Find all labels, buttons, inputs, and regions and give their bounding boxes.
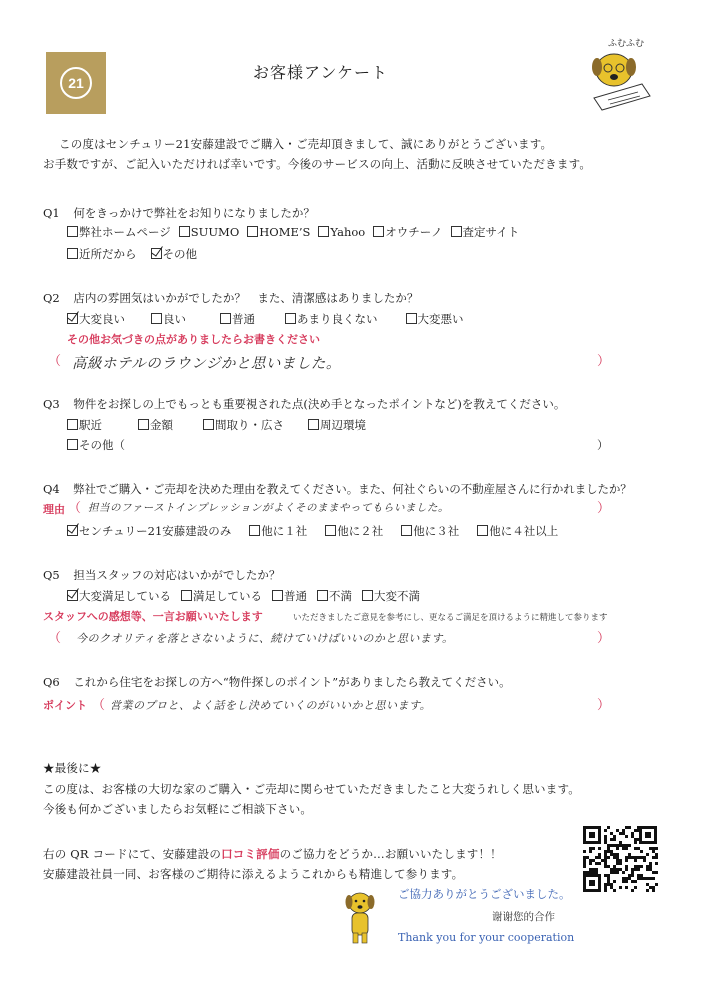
checkbox-checked-icon[interactable] xyxy=(67,525,78,536)
q4-option-four-plus[interactable]: 他に４社以上 xyxy=(477,523,558,539)
q2-answer[interactable]: 高級ホテルのラウンジかと思いました。 xyxy=(72,356,341,372)
checkbox-checked-icon[interactable] xyxy=(67,590,78,601)
q3-question xyxy=(43,396,565,412)
q3-other-close: ） xyxy=(597,438,609,452)
checkbox-icon[interactable] xyxy=(67,439,78,450)
q5-paren-close: ） xyxy=(597,631,611,646)
q4-text: 弊社でご購入・ご売却を決めた理由を教えてください。また、何社ぐらいの不動産屋さんに行かれましたか？ xyxy=(73,482,632,496)
q2-label: Q2 xyxy=(43,291,60,305)
q2-paren-open: （ xyxy=(48,354,62,369)
checkbox-icon[interactable] xyxy=(67,419,78,430)
qr-line-highlight: 口コミ評価 xyxy=(221,847,280,861)
thanks-english: Thank you for your cooperation xyxy=(398,931,575,944)
q4-option-one-other[interactable]: 他に１社 xyxy=(249,523,307,539)
q3-option-environment[interactable]: 周辺環境 xyxy=(308,417,366,433)
q4-option-three-other[interactable]: 他に３社 xyxy=(401,523,459,539)
checkbox-checked-icon[interactable] xyxy=(67,313,78,324)
q2-text: 店内の雰囲気はいかがでしたか？ また、清潔感はありましたか？ xyxy=(73,291,419,305)
q6-answer[interactable]: 営業のプロと、よく話をし決めていくのがいいかと思います。 xyxy=(110,699,432,712)
checkbox-icon[interactable] xyxy=(67,248,78,259)
q3-options xyxy=(67,417,366,433)
closing-line-2: 今後も何かございましたらお気軽にご相談下さい。 xyxy=(43,802,313,816)
checkbox-icon[interactable] xyxy=(325,525,336,536)
dog-mascot-reading-icon xyxy=(584,40,656,115)
q5-text: 担当スタッフの対応はいかがでしたか？ xyxy=(73,568,281,582)
q1-label: Q1 xyxy=(43,206,60,220)
checkbox-icon[interactable] xyxy=(373,226,384,237)
intro-line-1: この度はセンチュリー21安藤建設でご購入・ご売却頂きまして、誠にありがとうございます。 xyxy=(59,137,553,151)
checkbox-icon[interactable] xyxy=(247,226,258,237)
intro-line-2: お手数ですが、ご記入いただければ幸いです。今後のサービスの向上、活動に反映させていただきます。 xyxy=(43,157,592,171)
dog-caption: ふむふむ xyxy=(608,39,645,49)
checkbox-icon[interactable] xyxy=(179,226,190,237)
q3-option-price[interactable]: 金額 xyxy=(138,417,173,433)
q4-label: Q4 xyxy=(43,482,60,496)
q3-text: 物件をお探しの上でもっとも重要視された点(決め手となったポイントなど)を教えてください。 xyxy=(73,397,566,411)
q1-options-row2 xyxy=(67,246,211,262)
q5-answer[interactable]: 今のクオリティを落とさないように、続けていけばいいのかと思います。 xyxy=(76,632,454,645)
checkbox-icon[interactable] xyxy=(220,313,231,324)
q3-other[interactable]: その他（ xyxy=(67,437,125,453)
logo-text: 21 xyxy=(68,75,84,91)
q2-prompt: その他お気づきの点がありましたらお書きください xyxy=(67,333,320,346)
checkbox-icon[interactable] xyxy=(308,419,319,430)
checkbox-icon[interactable] xyxy=(406,313,417,324)
q1-option-yahoo[interactable]: Yahoo xyxy=(318,225,365,239)
checkbox-icon[interactable] xyxy=(138,419,149,430)
q6-label: Q6 xyxy=(43,675,60,689)
q1-option-other[interactable]: その他 xyxy=(151,246,198,262)
thanks-chinese: 谢谢您的合作 xyxy=(492,911,555,923)
q4-question xyxy=(43,481,632,497)
q3-label: Q3 xyxy=(43,397,60,411)
q2-paren-close: ） xyxy=(597,354,611,369)
q4-reason-label: 理由 xyxy=(43,503,65,516)
q1-option-nearby[interactable]: 近所だから xyxy=(67,246,137,262)
q3-option-layout[interactable]: 間取り・広さ xyxy=(203,417,284,433)
qr-code-icon[interactable] xyxy=(580,823,660,895)
q1-question xyxy=(43,205,315,221)
q6-prompt: ポイント xyxy=(43,699,87,712)
checkbox-icon[interactable] xyxy=(477,525,488,536)
q2-option-not-good[interactable]: あまり良くない xyxy=(285,311,378,327)
checkbox-icon[interactable] xyxy=(67,226,78,237)
q6-text: これから住宅をお探しの方へ“物件探しのポイント”がありましたら教えてください。 xyxy=(73,675,511,689)
checkbox-checked-icon[interactable] xyxy=(151,248,162,259)
q5-option-very-satisfied[interactable]: 大変満足している xyxy=(67,588,171,604)
q5-option-satisfied[interactable]: 満足している xyxy=(181,588,262,604)
q5-question xyxy=(43,567,280,583)
q4-option-c21-only[interactable]: センチュリー21安藤建設のみ xyxy=(67,523,231,539)
century21-logo-icon xyxy=(46,52,106,114)
q1-options-row1 xyxy=(67,224,519,240)
century21-logo xyxy=(46,52,106,114)
q5-paren-open: （ xyxy=(48,631,62,646)
q5-prompt: スタッフへの感想等、一言お願いいたします xyxy=(43,610,263,623)
q4-paren-open: （ xyxy=(68,501,82,516)
q2-option-very-good[interactable]: 大変良い xyxy=(67,311,125,327)
q1-text: 何をきっかけで弊社をお知りになりましたか？ xyxy=(73,206,315,220)
checkbox-icon[interactable] xyxy=(249,525,260,536)
q1-option-homes[interactable]: HOME’S xyxy=(247,225,310,239)
q5-options xyxy=(67,588,420,604)
thanks-japanese: ご協力ありがとうございました。 xyxy=(398,887,571,901)
q3-option-station[interactable]: 駅近 xyxy=(67,417,102,433)
checkbox-icon[interactable] xyxy=(362,590,373,601)
checkbox-icon[interactable] xyxy=(401,525,412,536)
q5-option-very-unsatisfied[interactable]: 大変不満 xyxy=(362,588,420,604)
q4-options xyxy=(67,523,558,539)
q5-label: Q5 xyxy=(43,568,60,582)
q2-option-very-bad[interactable]: 大変悪い xyxy=(406,311,464,327)
checkbox-icon[interactable] xyxy=(203,419,214,430)
q1-option-ouchino[interactable]: オウチーノ xyxy=(373,224,442,240)
qr-line-before: 右の QR コードにて、安藤建設の xyxy=(43,847,222,861)
q4-paren-close: ） xyxy=(597,501,611,516)
q5-note: いただきましたご意見を参考にし、更なるご満足を頂けるように精進して参ります xyxy=(293,613,608,623)
q1-option-suumo[interactable]: SUUMO xyxy=(179,225,239,239)
q2-options xyxy=(67,311,464,327)
q6-paren-close: ） xyxy=(597,698,611,713)
closing-heading: ★最後に★ xyxy=(43,761,102,775)
checkbox-icon[interactable] xyxy=(285,313,296,324)
checkbox-icon[interactable] xyxy=(272,590,283,601)
q1-option-satei-site[interactable]: 査定サイト xyxy=(451,224,520,240)
q4-answer[interactable]: 担当のファーストインプレッションがよくそのままやってもらいました。 xyxy=(88,502,450,514)
qr-line-after: のご協力をどうか…お願いいたします！！ xyxy=(279,847,502,861)
checkbox-icon[interactable] xyxy=(181,590,192,601)
q5-option-unsatisfied[interactable]: 不満 xyxy=(317,588,352,604)
q6-paren-open: （ xyxy=(92,698,106,713)
q4-option-two-other[interactable]: 他に２社 xyxy=(325,523,383,539)
q2-option-good[interactable]: 良い xyxy=(151,311,186,327)
closing-line-4: 安藤建設社員一同、お客様のご期待に添えるようこれからも精進して参ります。 xyxy=(43,867,464,881)
q2-option-normal[interactable]: 普通 xyxy=(220,311,255,327)
q6-question xyxy=(43,674,511,690)
checkbox-icon[interactable] xyxy=(451,226,462,237)
closing-line-1: この度は、お客様の大切な家のご購入・ご売却に関らせていただきましたこと大変うれしく思います。 xyxy=(43,782,580,796)
checkbox-icon[interactable] xyxy=(318,226,329,237)
closing-qr-line xyxy=(43,846,502,862)
checkbox-icon[interactable] xyxy=(317,590,328,601)
checkbox-icon[interactable] xyxy=(151,313,162,324)
page-title: お客様アンケート xyxy=(253,63,389,82)
dog-mascot-standing-icon xyxy=(342,889,378,948)
q1-option-homepage[interactable]: 弊社ホームページ xyxy=(67,224,171,240)
q2-question xyxy=(43,290,418,306)
q5-option-normal[interactable]: 普通 xyxy=(272,588,307,604)
